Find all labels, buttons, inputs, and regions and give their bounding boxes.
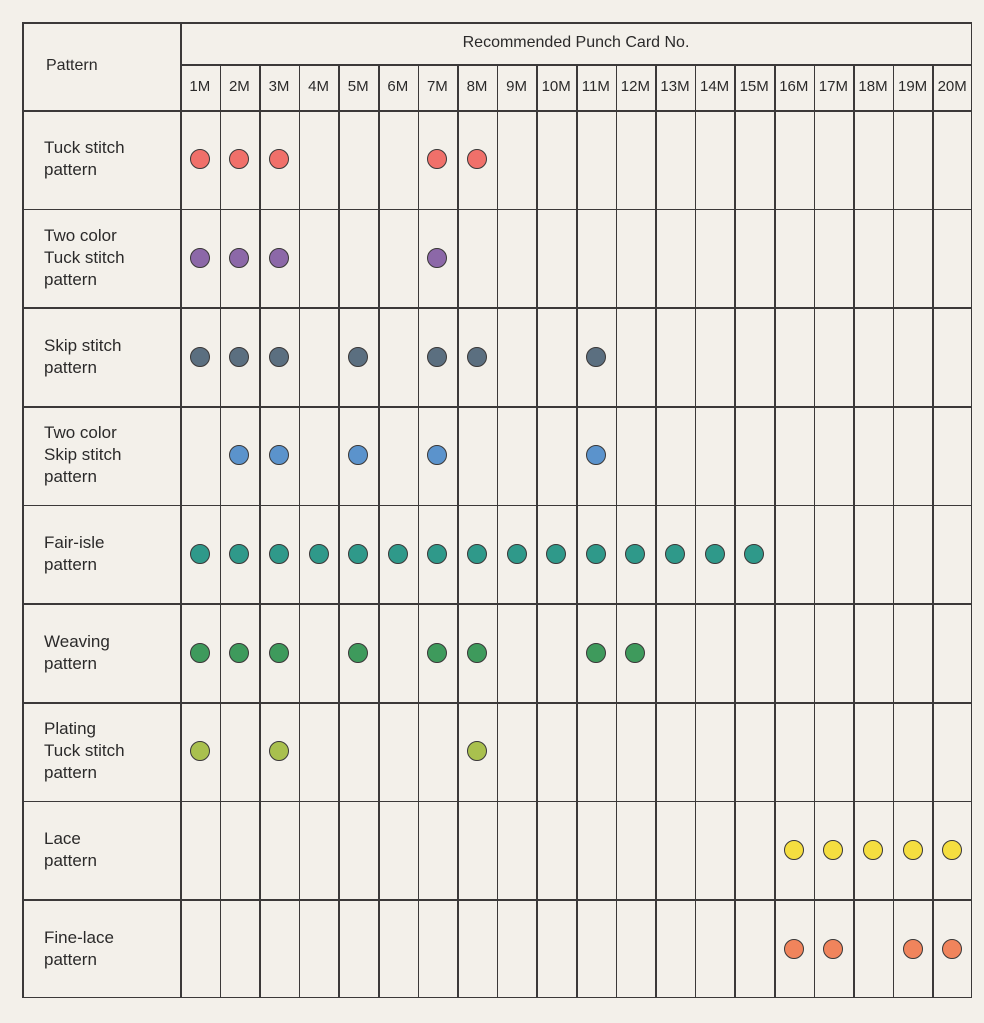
row-divider [22, 307, 972, 309]
pattern-label: Two color Skip stitch pattern [44, 423, 122, 487]
card-label-20m: 20M [937, 78, 967, 95]
punch-card-chart [22, 22, 972, 998]
recommendation-dot [348, 445, 368, 465]
card-label-17m: 17M [818, 78, 848, 95]
column-divider [853, 64, 855, 998]
recommendation-dot [903, 840, 923, 860]
recommendation-dot [823, 840, 843, 860]
recommendation-dot [388, 544, 408, 564]
recommendation-dot [190, 544, 210, 564]
card-label-4m: 4M [308, 78, 330, 95]
column-divider [734, 64, 736, 998]
pattern-label: Lace pattern [44, 829, 97, 870]
column-divider [259, 64, 261, 998]
card-label-13m: 13M [660, 78, 690, 95]
recommendation-dot [269, 445, 289, 465]
recommendation-dot [586, 445, 606, 465]
pattern-label: Tuck stitch pattern [44, 138, 125, 180]
recommendation-dot [427, 347, 447, 367]
pattern-label: Plating Tuck stitch pattern [44, 719, 125, 783]
recommendation-dot [190, 248, 210, 268]
card-label-14m: 14M [700, 78, 730, 95]
column-divider [774, 64, 776, 998]
recommendation-dot [665, 544, 685, 564]
column-divider [497, 64, 499, 998]
recommended-punch-card-header: Recommended Punch Card No. [462, 34, 690, 51]
recommendation-dot [190, 741, 210, 761]
card-label-18m: 18M [858, 78, 888, 95]
recommendation-dot [348, 347, 368, 367]
row-divider [22, 899, 972, 901]
card-label-10m: 10M [541, 78, 571, 95]
pattern-label: Skip stitch pattern [44, 335, 122, 377]
recommendation-dot [705, 544, 725, 564]
row-divider [22, 505, 972, 507]
column-divider [655, 64, 657, 998]
card-label-2m: 2M [228, 78, 250, 95]
table-border-top [22, 22, 972, 24]
recommendation-dot [586, 347, 606, 367]
recommendation-dot [229, 149, 249, 169]
recommendation-dot [586, 643, 606, 663]
recommendation-dot [229, 248, 249, 268]
card-label-19m: 19M [898, 78, 928, 95]
recommendation-dot [546, 544, 566, 564]
recommendation-dot [467, 149, 487, 169]
recommendation-dot [229, 445, 249, 465]
recommendation-dot [586, 544, 606, 564]
recommendation-dot [507, 544, 527, 564]
card-label-1m: 1M [189, 78, 211, 95]
card-label-11m: 11M [581, 78, 610, 95]
recommendation-dot [190, 149, 210, 169]
row-divider [22, 603, 972, 605]
recommendation-dot [784, 939, 804, 959]
column-divider [695, 64, 697, 998]
row-divider [22, 801, 972, 803]
card-label-5m: 5M [347, 78, 369, 95]
label-column-divider [180, 22, 182, 998]
table-border-left [22, 22, 24, 998]
column-divider [932, 64, 934, 998]
recommendation-dot [269, 741, 289, 761]
recommendation-dot [427, 445, 447, 465]
recommendation-dot [427, 149, 447, 169]
recommendation-dot [903, 939, 923, 959]
column-divider [457, 64, 459, 998]
recommendation-dot [625, 643, 645, 663]
recommendation-dot [427, 643, 447, 663]
recommendation-dot [942, 939, 962, 959]
pattern-label: Two color Tuck stitch pattern [44, 226, 125, 289]
card-label-7m: 7M [426, 78, 448, 95]
recommendation-dot [269, 347, 289, 367]
recommendation-dot [863, 840, 883, 860]
column-divider [893, 64, 895, 998]
recommendation-dot [190, 347, 210, 367]
recommendation-dot [744, 544, 764, 564]
recommendation-dot [229, 544, 249, 564]
recommendation-dot [269, 643, 289, 663]
recommendation-dot [823, 939, 843, 959]
row-divider [22, 406, 972, 408]
recommendation-dot [348, 643, 368, 663]
recommendation-dot [427, 544, 447, 564]
row-divider [22, 702, 972, 704]
recommendation-dot [427, 248, 447, 268]
card-label-12m: 12M [620, 78, 650, 95]
row-divider [22, 209, 972, 211]
column-divider [814, 64, 816, 998]
recommendation-dot [348, 544, 368, 564]
column-divider [576, 64, 578, 998]
recommendation-dot [942, 840, 962, 860]
pattern-label: Fine-lace pattern [44, 927, 114, 969]
recommendation-dot [467, 347, 487, 367]
card-label-16m: 16M [779, 78, 809, 95]
recommendation-dot [229, 643, 249, 663]
column-divider [418, 64, 420, 998]
card-label-15m: 15M [739, 78, 769, 95]
recommendation-dot [625, 544, 645, 564]
recommendation-dot [269, 149, 289, 169]
recommendation-dot [784, 840, 804, 860]
table-border-right [971, 22, 973, 998]
card-label-6m: 6M [387, 78, 409, 95]
card-label-8m: 8M [466, 78, 488, 95]
recommendation-dot [467, 643, 487, 663]
recommendation-dot [229, 347, 249, 367]
recommendation-dot [467, 544, 487, 564]
recommendation-dot [467, 741, 487, 761]
column-divider [378, 64, 380, 998]
column-divider [299, 64, 301, 998]
recommendation-dot [190, 643, 210, 663]
pattern-label: Fair-isle pattern [44, 533, 105, 574]
recommendation-dot [269, 544, 289, 564]
recommendation-dot [309, 544, 329, 564]
column-divider [338, 64, 340, 998]
pattern-label: Weaving pattern [44, 631, 110, 673]
column-divider [536, 64, 538, 998]
card-label-9m: 9M [506, 78, 528, 95]
card-label-3m: 3M [268, 78, 290, 95]
recommendation-dot [269, 248, 289, 268]
column-divider [616, 64, 618, 998]
column-divider [220, 64, 222, 998]
pattern-column-header: Pattern [46, 57, 98, 74]
